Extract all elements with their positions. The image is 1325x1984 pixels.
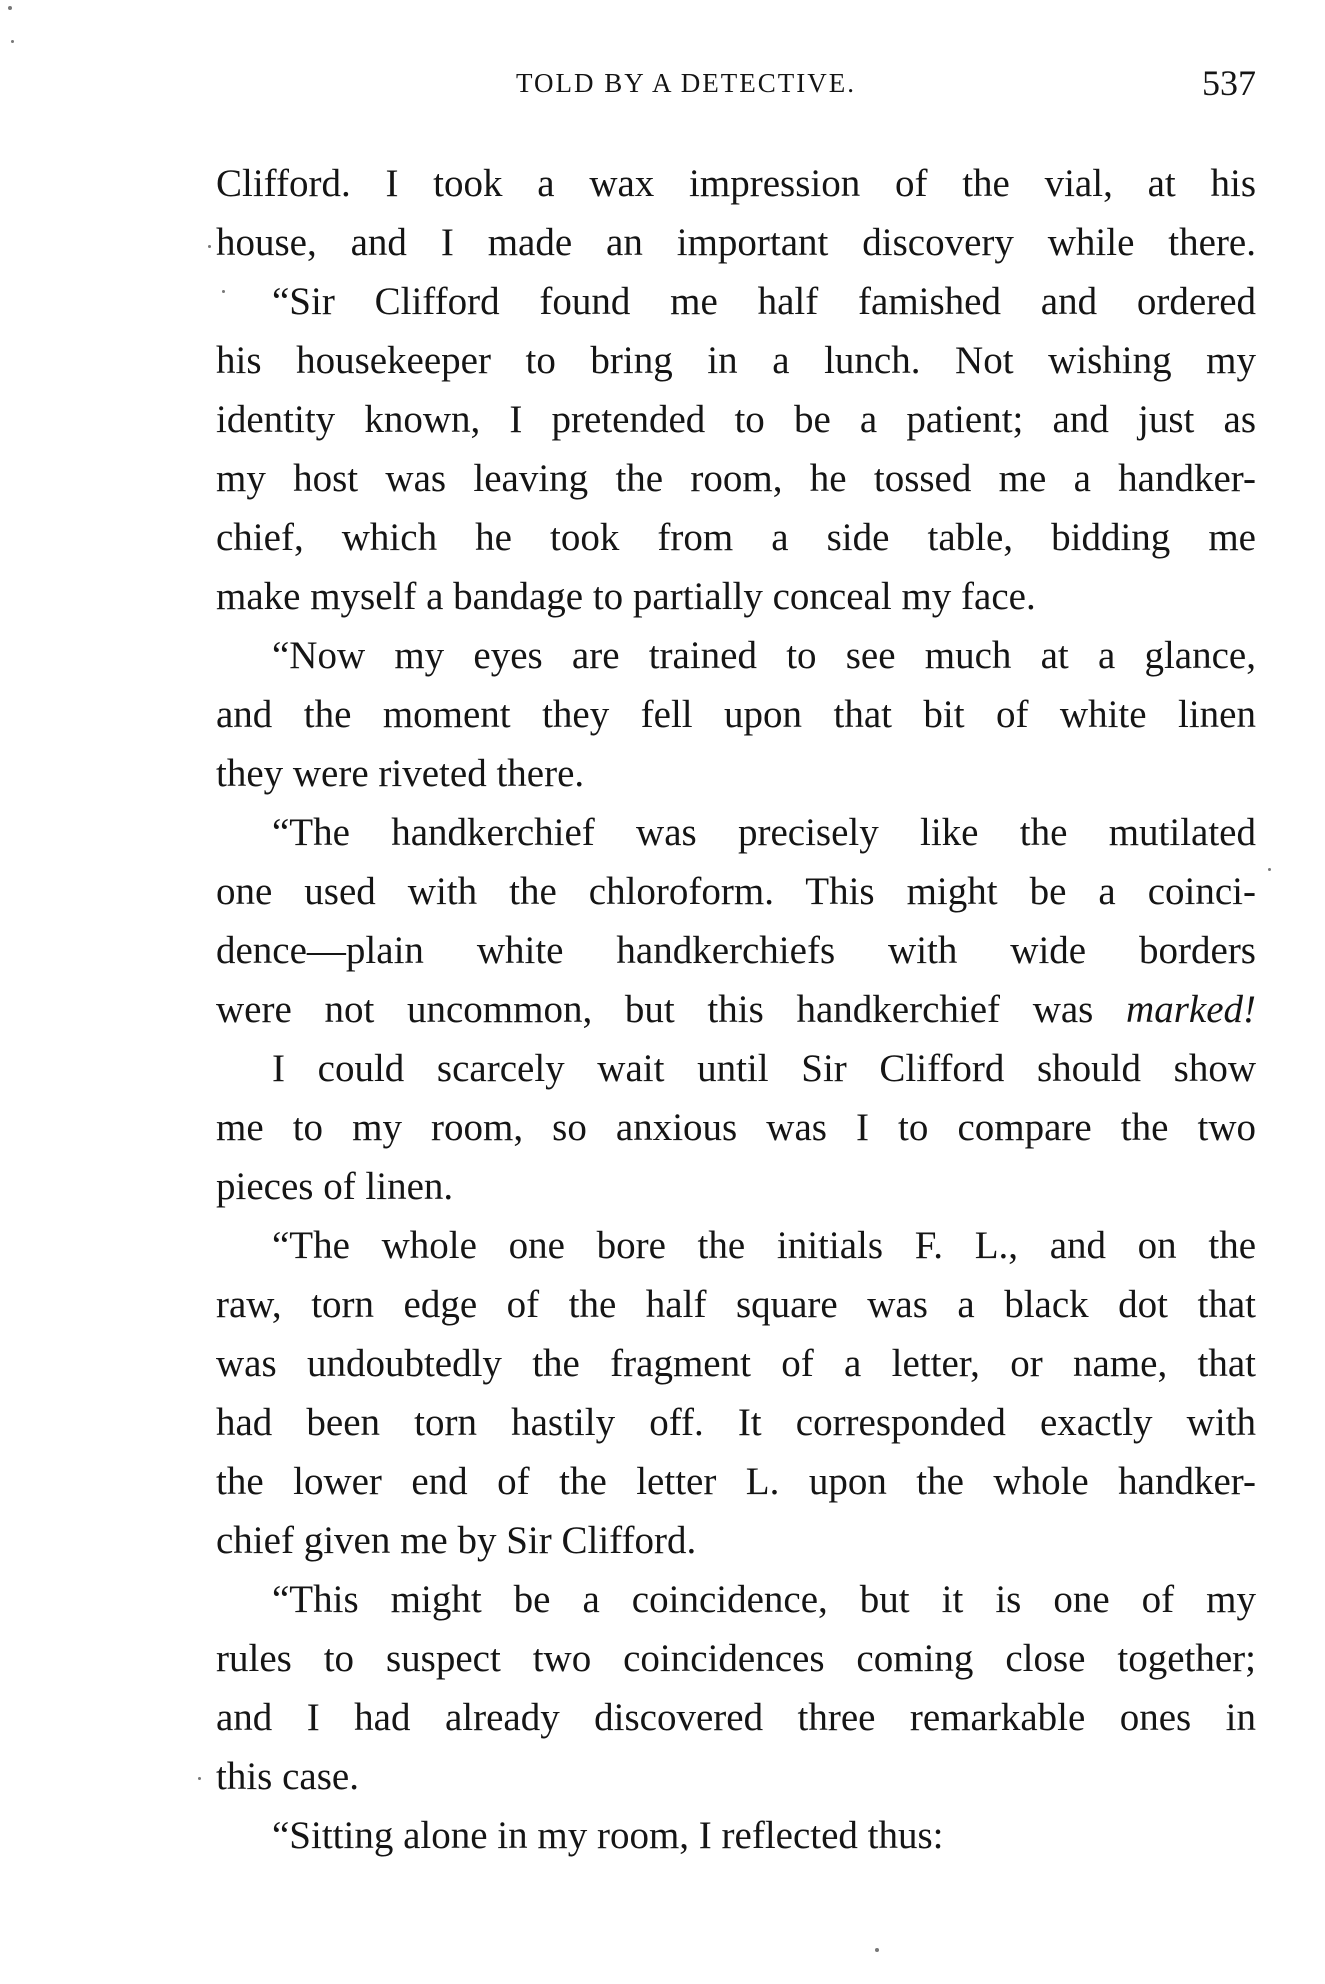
text-line: this case. bbox=[216, 1755, 359, 1798]
text-line: “Now my eyes are trained to see much at a glance, bbox=[272, 634, 1256, 677]
emphasized-word: marked! bbox=[1126, 988, 1256, 1031]
running-header bbox=[216, 63, 1256, 108]
text-line: chief given me by Sir Clifford. bbox=[216, 1519, 697, 1562]
text-line: identity known, I pretended to be a patient; and just as bbox=[216, 398, 1256, 441]
text-line: “This might be a coincidence, but it is one of my bbox=[272, 1578, 1256, 1621]
text-line: rules to suspect two coincidences coming close together; bbox=[216, 1637, 1256, 1680]
text-line: raw, torn edge of the half square was a black dot that bbox=[216, 1283, 1256, 1326]
text-line: pieces of linen. bbox=[216, 1165, 454, 1208]
text-line: “Sir Clifford found me half famished and ordered bbox=[272, 280, 1256, 323]
text-line: and the moment they fell upon that bit of white linen bbox=[216, 693, 1256, 736]
text-line: “The handkerchief was precisely like the mutilated bbox=[272, 811, 1256, 854]
scan-speck bbox=[208, 245, 211, 248]
text-line: one used with the chloroform. This might be a coinci- bbox=[216, 870, 1256, 913]
page-number: 537 bbox=[1202, 63, 1256, 103]
text-line: me to my room, so anxious was I to compare the two bbox=[216, 1106, 1256, 1149]
scan-speck bbox=[222, 290, 225, 293]
text-line: house, and I made an important discovery while there. bbox=[216, 221, 1256, 264]
text-line: and I had already discovered three remarkable ones in bbox=[216, 1696, 1256, 1739]
text-line: chief, which he took from a side table, bidding me bbox=[216, 516, 1256, 559]
text-line: they were riveted there. bbox=[216, 752, 585, 795]
text-line: his housekeeper to bring in a lunch. Not wishing my bbox=[216, 339, 1256, 382]
scan-speck bbox=[8, 6, 12, 10]
running-title: TOLD BY A DETECTIVE. bbox=[516, 68, 856, 98]
text-line: make myself a bandage to partially conceal my face. bbox=[216, 575, 1036, 618]
text-line: was undoubtedly the fragment of a letter, or name, that bbox=[216, 1342, 1256, 1385]
scan-speck bbox=[875, 1948, 879, 1952]
text-line: the lower end of the letter L. upon the whole handker- bbox=[216, 1460, 1256, 1503]
text-line: my host was leaving the room, he tossed me a handker- bbox=[216, 457, 1256, 500]
scan-speck bbox=[11, 40, 14, 43]
body-text bbox=[216, 154, 1256, 1865]
text-line: “The whole one bore the initials F. L., and on the bbox=[272, 1224, 1256, 1267]
text-line: dence—plain white handkerchiefs with wide borders bbox=[216, 929, 1256, 972]
scan-speck bbox=[198, 1777, 201, 1780]
text-line: Clifford. I took a wax impression of the vial, at his bbox=[216, 162, 1256, 205]
text-line: were not uncommon, but this handkerchief was marked! bbox=[216, 988, 1256, 1031]
text-line: “Sitting alone in my room, I reflected thus: bbox=[272, 1814, 944, 1857]
text-line: had been torn hastily off. It corresponded exactly with bbox=[216, 1401, 1256, 1444]
scan-speck bbox=[1268, 868, 1271, 871]
text-line: I could scarcely wait until Sir Clifford should show bbox=[272, 1047, 1256, 1090]
